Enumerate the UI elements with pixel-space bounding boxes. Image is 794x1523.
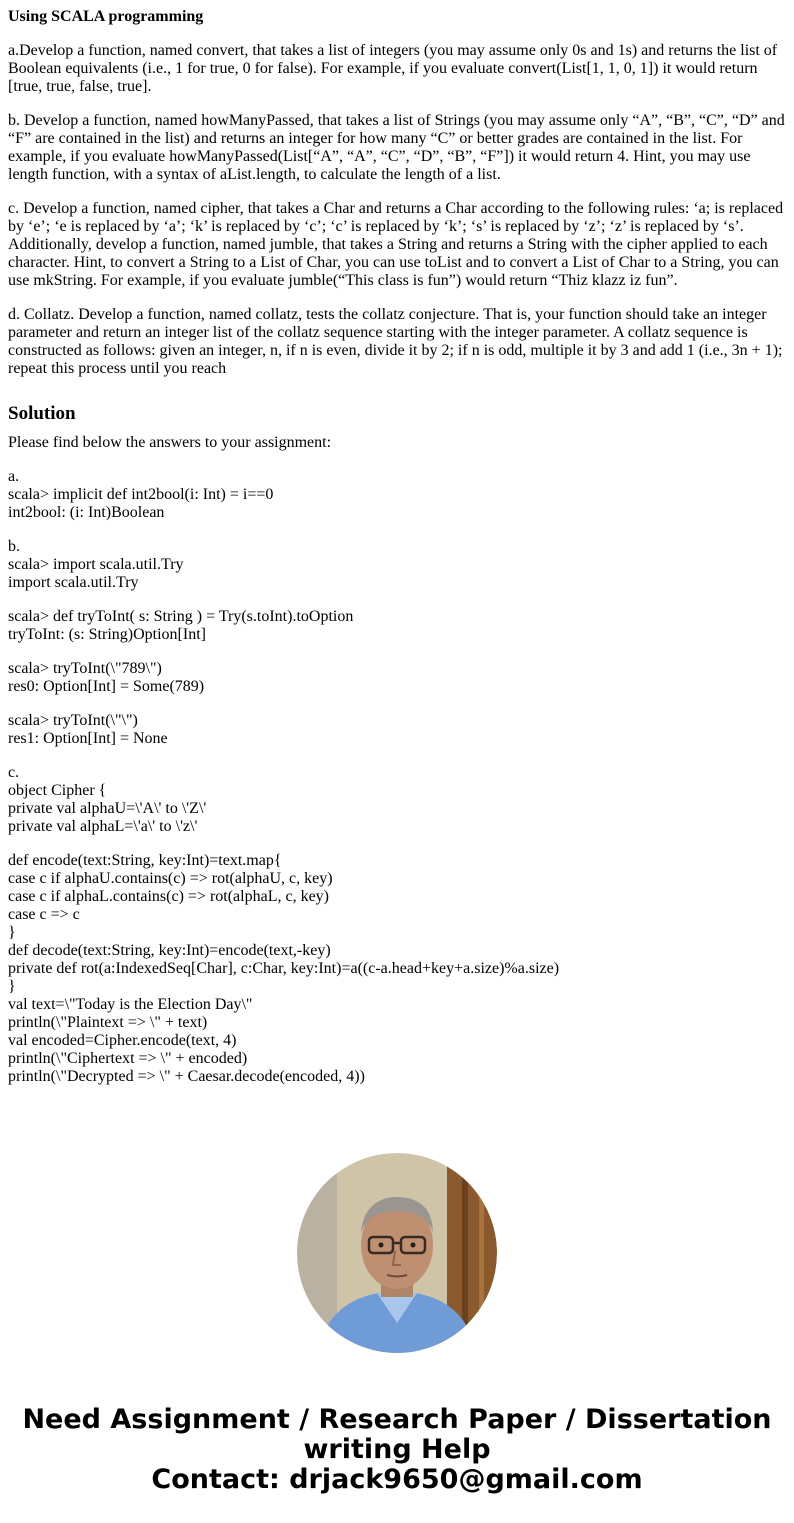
code-line: case c => c [8, 906, 80, 923]
code-line: case c if alphaL.contains(c) => rot(alphaL, c, key) [8, 888, 330, 905]
question-a: a.Develop a function, named convert, that takes a list of integers (you may assume only 0s and 1s) and returns the list of Boolean equivalents (i.e., 1 for true, 0 for false). For example, if you evaluate convert(List[1, 1, 0, 1]) it would return [true, true, false, true]. [8, 42, 778, 95]
code-line: private def rot(a:IndexedSeq[Char], c:Char, key:Int)=a((c-a.head+key+a.size)%a.size) [8, 960, 560, 977]
code-line: def encode(text:String, key:Int)=text.map{ [8, 852, 282, 869]
question-c: c. Develop a function, named cipher, that takes a Char and returns a Char according to the following rules: ‘a; is replaced by ‘e’; ‘e is replaced by ‘a’; ‘k’ is replaced by ‘c’; ‘c’ is replaced by ‘k’; ‘s’ is replaced by ‘z’; ‘z’ is replaced by ‘s’. Additionally, develop a function, named jumble, that takes a String and returns a String with the cipher applied to each character. Hint, to convert a String to a List of Char, you can use toList and to convert a List of Char to a String, you can use mkString. For example, if you evaluate jumble(“This class is fun”) would return “Thiz klazz iz fun”. [8, 200, 784, 289]
code-line: scala> tryToInt(\"789\") [8, 660, 162, 677]
code-line: } [8, 924, 16, 941]
code-line: b. [8, 538, 20, 555]
document [8, 8, 786, 1102]
code-line: c. [8, 764, 20, 781]
code-line: private val alphaL=\'a\' to \'z\' [8, 818, 198, 835]
solution-intro: Please find below the answers to your assignment: [8, 434, 332, 451]
page-title: Using SCALA programming [8, 8, 204, 25]
cta-line: writing Help [303, 1434, 491, 1465]
solution-heading: Solution [8, 403, 76, 424]
code-line: res0: Option[Int] = Some(789) [8, 678, 205, 695]
code-line: a. [8, 468, 20, 485]
contact-banner [0, 1405, 794, 1495]
code-line: println(\"Ciphertext => \" + encoded) [8, 1050, 248, 1067]
answer-a [8, 468, 786, 522]
code-line: println(\"Decrypted => \" + Caesar.decode(encoded, 4)) [8, 1068, 365, 1085]
code-line: tryToInt: (s: String)Option[Int] [8, 626, 206, 643]
code-line: val encoded=Cipher.encode(text, 4) [8, 1032, 237, 1049]
code-line: val text=\"Today is the Election Day\" [8, 996, 253, 1013]
answer-c [8, 764, 786, 1086]
code-line: println(\"Plaintext => \" + text) [8, 1014, 208, 1031]
code-line: scala> tryToInt(\"\") [8, 712, 138, 729]
code-line: scala> implicit def int2bool(i: Int) = i==0 [8, 486, 274, 503]
code-line: res1: Option[Int] = None [8, 730, 168, 747]
question-b: b. Develop a function, named howManyPassed, that takes a list of Strings (you may assume only “A”, “B”, “C”, “D” and “F” are contained in the list) and returns an integer for how many “C” or better grades are contained in the list. For example, if you evaluate howManyPassed(List[“A”, “A”, “C”, “D”, “B”, “F”]) it would return 4. Hint, you may use length function, with a syntax of aList.length, to calculate the length of a list. [8, 112, 785, 183]
code-line: case c if alphaU.contains(c) => rot(alphaU, c, key) [8, 870, 333, 887]
code-line: scala> import scala.util.Try [8, 556, 184, 573]
author-avatar [297, 1153, 497, 1353]
question-d: d. Collatz. Develop a function, named collatz, tests the collatz conjecture. That is, your function should take an integer parameter and return an integer list of the collatz sequence starting with the integer parameter. A collatz sequence is constructed as follows: given an integer, n, if n is even, divide it by 2; if n is odd, multiple it by 3 and add 1 (i.e., 3n + 1); repeat this process until you reach [8, 306, 783, 377]
code-line: object Cipher { [8, 782, 107, 799]
code-line: private val alphaU=\'A\' to \'Z\' [8, 800, 207, 817]
code-line: scala> def tryToInt( s: String ) = Try(s.toInt).toOption [8, 608, 354, 625]
code-line: import scala.util.Try [8, 574, 139, 591]
author-photo [297, 1153, 497, 1353]
code-line: int2bool: (i: Int)Boolean [8, 504, 165, 521]
code-line: } [8, 978, 16, 995]
cta-line: Need Assignment / Research Paper / Dissertation [22, 1404, 772, 1435]
code-line: def decode(text:String, key:Int)=encode(text,-key) [8, 942, 331, 959]
contact-email: Contact: drjack9650@gmail.com [151, 1464, 643, 1495]
answer-b [8, 538, 786, 748]
